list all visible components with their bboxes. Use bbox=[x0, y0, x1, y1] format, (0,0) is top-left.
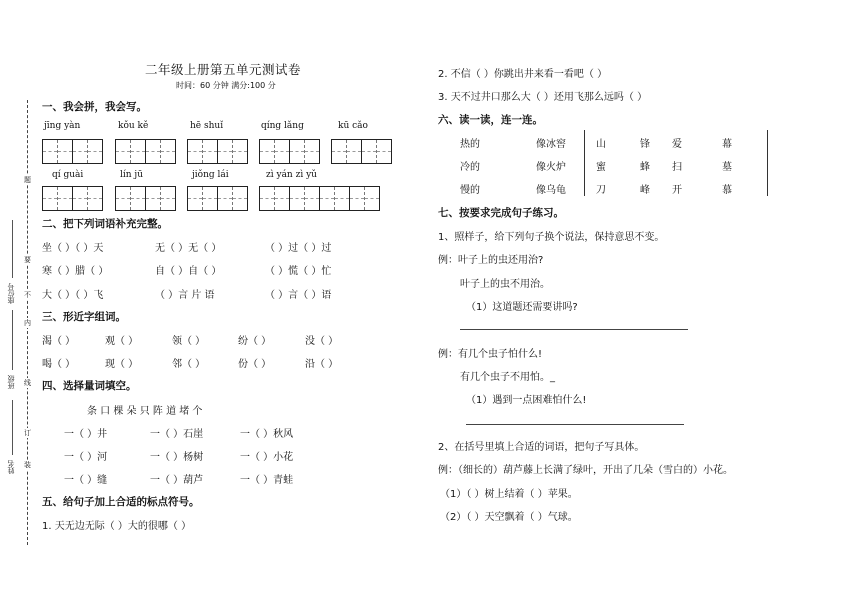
section-7-heading: 七、按要求完成句子练习。 bbox=[438, 207, 564, 219]
idiom-item: 自（ ）自（ ） bbox=[155, 266, 222, 277]
measure-item: 一（ ）井 bbox=[64, 429, 108, 440]
example-text: 叶子上的虫不用治。 bbox=[460, 279, 550, 290]
class-field[interactable] bbox=[12, 310, 13, 370]
punctuation-item: 3. 天不过井口那么大（ ）还用飞那么远吗（ ） bbox=[438, 92, 648, 103]
match-char: 墓 bbox=[722, 162, 732, 173]
match-char: 锋 bbox=[640, 139, 650, 150]
measure-item: 一（ ）葫芦 bbox=[150, 475, 204, 486]
section-1-heading: 一、我会拼，我会写。 bbox=[42, 101, 147, 113]
idiom-item: （ ）慌（ ）忙 bbox=[265, 266, 332, 277]
binding-char: 线 bbox=[24, 379, 31, 387]
writing-grid[interactable] bbox=[259, 186, 380, 211]
word-item: 渴（ ） bbox=[42, 336, 76, 347]
match-char: 蜂 bbox=[640, 162, 650, 173]
pinyin: zì yán zì yǔ bbox=[266, 170, 317, 180]
word-item: 喝（ ） bbox=[42, 359, 76, 370]
question-text: （1）这道题还需要讲吗? bbox=[466, 302, 578, 313]
example-text: 例：（细长的）葫芦藤上长满了绿叶，开出了几朵（雪白的）小花。 bbox=[438, 465, 733, 476]
page-title: 二年级上册第五单元测试卷 bbox=[145, 62, 302, 77]
pinyin: lín jū bbox=[120, 170, 144, 180]
measure-item: 一（ ）缝 bbox=[64, 475, 108, 486]
idiom-item: 无（ ）无（ ） bbox=[155, 243, 222, 254]
match-left: 热的 bbox=[460, 139, 480, 150]
writing-grid[interactable] bbox=[115, 186, 176, 211]
name-label: 姓名 bbox=[7, 460, 15, 474]
fill-item: （1）（ ）树上结着（ ）苹果。 bbox=[440, 489, 578, 500]
word-bank: 条 口 棵 朵 只 阵 道 堵 个 bbox=[87, 406, 203, 417]
pinyin: kǒu kě bbox=[118, 121, 149, 131]
measure-item: 一（ ）河 bbox=[64, 452, 108, 463]
idiom-item: （ ）言（ ）语 bbox=[265, 290, 332, 301]
seat-field[interactable] bbox=[12, 220, 13, 278]
writing-grid[interactable] bbox=[187, 186, 248, 211]
pinyin: kū cǎo bbox=[338, 121, 368, 131]
measure-item: 一（ ）杨树 bbox=[150, 452, 204, 463]
word-item: 沿（ ） bbox=[305, 359, 339, 370]
match-char: 山 bbox=[596, 139, 606, 150]
binding-char: 装 bbox=[24, 461, 31, 469]
match-char: 爱 bbox=[672, 139, 682, 150]
writing-grid[interactable] bbox=[42, 186, 103, 211]
exam-info: 时间：60 分钟 满分:100 分 bbox=[176, 81, 276, 90]
pinyin: qíng lǎng bbox=[261, 121, 304, 131]
word-item: 纷（ ） bbox=[238, 336, 272, 347]
punctuation-item: 2. 不信（ ）你跳出井来看一看吧（ ） bbox=[438, 69, 608, 80]
idiom-item: 大（ ）（ ）飞 bbox=[42, 290, 104, 301]
idiom-item: 寒（ ）腊（ ） bbox=[42, 266, 109, 277]
pinyin: jīng yàn bbox=[44, 121, 81, 131]
measure-item: 一（ ）石崖 bbox=[150, 429, 204, 440]
example-text: 例：叶子上的虫还用治? bbox=[438, 255, 544, 266]
question-text: 1、照样子，给下列句子换个说法，保持意思不变。 bbox=[438, 232, 665, 243]
example-text: 例：有几个虫子怕什么! bbox=[438, 349, 543, 360]
fill-item: （2）（ ）天空飘着（ ）气球。 bbox=[440, 512, 578, 523]
word-item: 没（ ） bbox=[305, 336, 339, 347]
class-label: 班级 bbox=[7, 375, 15, 389]
measure-item: 一（ ）青蛙 bbox=[240, 475, 294, 486]
question-text: 2、在括号里填上合适的词语，把句子写具体。 bbox=[438, 442, 645, 453]
writing-grid[interactable] bbox=[331, 139, 392, 164]
section-6-heading: 六、读一读，连一连。 bbox=[438, 114, 543, 126]
measure-item: 一（ ）秋风 bbox=[240, 429, 294, 440]
binding-char: 题 bbox=[24, 176, 31, 184]
pinyin: hē shuǐ bbox=[190, 121, 224, 131]
name-field[interactable] bbox=[12, 400, 13, 455]
word-item: 现（ ） bbox=[105, 359, 139, 370]
answer-line[interactable] bbox=[466, 424, 684, 425]
section-2-heading: 二、把下列词语补充完整。 bbox=[42, 218, 168, 230]
writing-grid[interactable] bbox=[187, 139, 248, 164]
idiom-item: 坐（ ）（ ）天 bbox=[42, 243, 104, 254]
pinyin: qí guài bbox=[52, 170, 84, 180]
answer-line[interactable] bbox=[460, 329, 688, 330]
match-char: 开 bbox=[672, 185, 682, 196]
match-right: 像火炉 bbox=[536, 162, 566, 173]
match-char: 峰 bbox=[640, 185, 650, 196]
section-5-heading: 五、给句子加上合适的标点符号。 bbox=[42, 496, 200, 508]
example-text: 有几个虫子不用怕。_ bbox=[460, 372, 555, 383]
writing-grid[interactable] bbox=[115, 139, 176, 164]
match-char: 刀 bbox=[596, 185, 606, 196]
match-char: 蜜 bbox=[596, 162, 606, 173]
match-right: 像乌龟 bbox=[536, 185, 566, 196]
binding-char: 订 bbox=[24, 429, 31, 437]
section-4-heading: 四、选择量词填空。 bbox=[42, 380, 137, 392]
idiom-item: （ ）过（ ）过 bbox=[265, 243, 332, 254]
measure-item: 一（ ）小花 bbox=[240, 452, 294, 463]
match-right: 像冰窖 bbox=[536, 139, 566, 150]
word-item: 观（ ） bbox=[105, 336, 139, 347]
match-left: 冷的 bbox=[460, 162, 480, 173]
match-left: 慢的 bbox=[460, 185, 480, 196]
punctuation-item: 1. 天无边无际（ ）大的很哪（ ） bbox=[42, 521, 192, 532]
word-item: 邻（ ） bbox=[172, 359, 206, 370]
binding-char: 要 bbox=[24, 256, 31, 264]
match-char: 慕 bbox=[722, 185, 732, 196]
binding-char: 内 bbox=[24, 319, 31, 327]
section-3-heading: 三、形近字组词。 bbox=[42, 311, 126, 323]
word-item: 份（ ） bbox=[238, 359, 272, 370]
seat-label: 座位号 bbox=[7, 283, 15, 304]
match-char: 扫 bbox=[672, 162, 682, 173]
pinyin: jiǒng lái bbox=[192, 170, 229, 180]
writing-grid[interactable] bbox=[259, 139, 320, 164]
match-char: 幕 bbox=[722, 139, 732, 150]
binding-char: 不 bbox=[24, 291, 31, 299]
word-item: 领（ ） bbox=[172, 336, 206, 347]
question-text: （1）遇到一点困难怕什么! bbox=[466, 395, 587, 406]
writing-grid[interactable] bbox=[42, 139, 103, 164]
idiom-item: （ ）言 片 语 bbox=[155, 290, 215, 301]
